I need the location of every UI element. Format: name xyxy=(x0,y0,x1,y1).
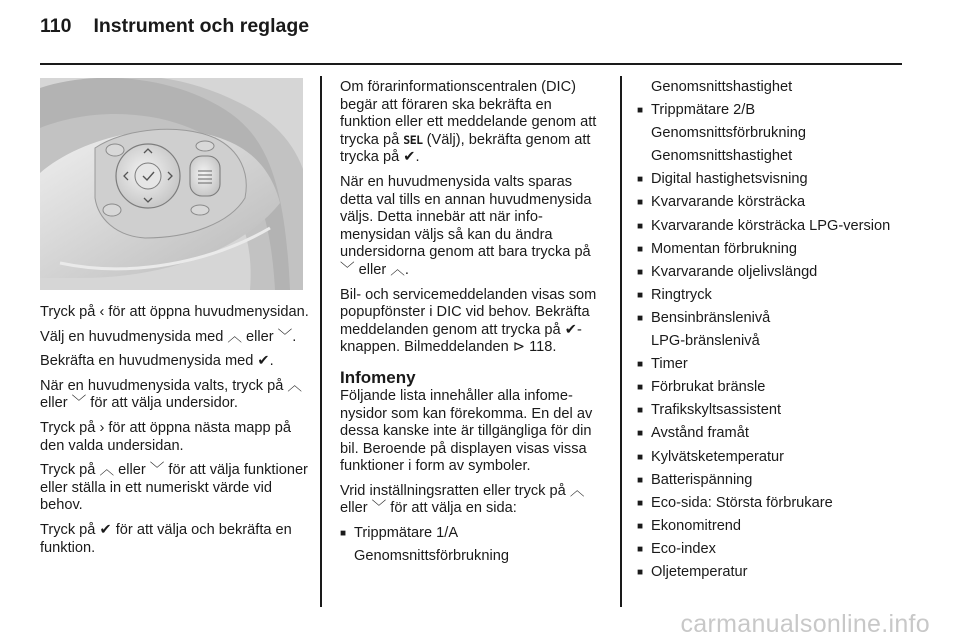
text-run: Om förarinformationscentralen (DIC) begär att föraren ska bekräfta en funktion eller ett meddelande genom att trycka på xyxy=(340,79,597,148)
paragraph: Tryck på ✔ för att välja och bekräfta en funktion. xyxy=(40,521,292,556)
paragraph: När en huvudmenysida valts, tryck på ︿ eller ﹀ för att välja undersidor. xyxy=(40,377,302,412)
page-title: Instrument och reglage xyxy=(93,15,310,37)
list-item xyxy=(637,495,907,513)
list-item-text: Trafikskyltsassistent xyxy=(651,402,782,419)
list-item xyxy=(637,425,907,443)
paragraph: Bil- och servicemeddelanden visas som popupfönster i DIC vid behov. Bekräfta meddelanden genom att trycka på ✔-knappen. Bilmeddelanden ⊳ 118. xyxy=(340,286,597,356)
list-item xyxy=(637,102,907,120)
bullet-icon: ■ xyxy=(637,197,644,209)
bullet-icon: ■ xyxy=(637,174,644,186)
list-item-text: Timer xyxy=(651,356,688,373)
list-item-text: Ringtryck xyxy=(651,286,712,303)
sel-symbol: SEL xyxy=(403,132,423,147)
bullet-icon: ■ xyxy=(637,520,644,532)
bullet-icon: ■ xyxy=(637,405,644,417)
list-item xyxy=(637,264,907,282)
bullet-icon: ■ xyxy=(637,566,644,578)
dpad-control xyxy=(116,144,180,208)
paragraph: När en huvudmenysida valts sparas detta val tills en annan huvudmenysida väljs. Detta innebär att när infomenysidan väljs så kan du ändra undersidorna genom att bara trycka på ﹀ eller ︿. xyxy=(340,173,592,278)
list-item-text: Genomsnittsförbrukning xyxy=(354,548,509,565)
list-item xyxy=(637,194,907,212)
list-subitem xyxy=(637,125,907,143)
list-subitem xyxy=(637,79,907,97)
bullet-icon: ■ xyxy=(637,243,644,255)
list-item-text: Eco-sida: Största förbrukare xyxy=(651,494,833,511)
text-run: (Välj), bekräfta genom att trycka på ✔. xyxy=(340,131,591,166)
list-item xyxy=(637,541,907,559)
list-subitem xyxy=(637,148,907,166)
list-item xyxy=(637,472,907,490)
paragraph: Tryck på › för att öppna nästa mapp på den valda undersidan. xyxy=(40,419,291,454)
list-item xyxy=(637,564,907,582)
bullet-icon: ■ xyxy=(340,528,347,540)
list-item-text: LPG-bränslenivå xyxy=(651,333,760,350)
paragraph: Tryck på ‹ för att öppna huvudmenysidan. xyxy=(40,304,309,320)
paragraph: Bekräfta en huvudmenysida med ✔. xyxy=(40,353,274,370)
bullet-icon: ■ xyxy=(637,289,644,301)
list-item xyxy=(637,171,907,189)
list-item-text: Genomsnittshastighet xyxy=(651,148,793,165)
steering-wheel-illustration xyxy=(40,78,303,290)
list-item-text: Genomsnittshastighet xyxy=(651,79,793,95)
volume-rocker xyxy=(190,156,220,196)
list-item xyxy=(637,310,907,328)
bullet-icon: ■ xyxy=(637,266,644,278)
list-item xyxy=(637,218,907,236)
info-page-list xyxy=(637,79,907,582)
list-item xyxy=(637,287,907,305)
bullet-icon: ■ xyxy=(637,359,644,371)
list-item-text: Momentan förbrukning xyxy=(651,240,798,257)
list-item-text: Kylvätsketemperatur xyxy=(651,448,785,465)
list-item-text: Oljetemperatur xyxy=(651,563,748,580)
bullet-icon: ■ xyxy=(637,428,644,440)
list-item-text: Ekonomitrend xyxy=(651,517,742,534)
section-heading: Infomeny xyxy=(340,367,416,387)
paragraph: Välj en huvudmenysida med ︿ eller ﹀. xyxy=(40,328,297,345)
bullet-icon: ■ xyxy=(637,312,644,324)
list-item-text: Genomsnittsförbrukning xyxy=(651,125,806,142)
bullet-icon: ■ xyxy=(637,451,644,463)
list-item xyxy=(637,379,907,397)
list-item-text: Digital hastighetsvisning xyxy=(651,171,808,188)
bullet-icon: ■ xyxy=(637,382,644,394)
list-item-text: Kvarvarande körsträcka xyxy=(651,194,806,211)
watermark: carmanualsonline.info xyxy=(680,610,930,638)
list-item-text: Avstånd framåt xyxy=(651,425,749,442)
column-divider xyxy=(620,76,622,607)
paragraph: Tryck på ︿ eller ﹀ för att välja funktioner eller ställa in ett numeriskt värde vid behov. xyxy=(40,462,308,514)
list-subitem xyxy=(637,333,907,351)
paragraph: Vrid inställningsratten eller tryck på ︿ eller ﹀ för att välja en sida: xyxy=(340,482,585,517)
list-item xyxy=(637,241,907,259)
info-page-list xyxy=(340,525,605,566)
header-rule xyxy=(40,63,902,65)
bullet-icon: ■ xyxy=(637,474,644,486)
list-item xyxy=(637,402,907,420)
column-divider xyxy=(320,76,322,607)
bullet-icon: ■ xyxy=(637,220,644,232)
column-right xyxy=(637,79,907,587)
list-item-text: Kvarvarande oljelivslängd xyxy=(651,263,818,280)
paragraph xyxy=(340,79,605,167)
list-item xyxy=(637,449,907,467)
list-item xyxy=(340,525,605,543)
list-item-text: Trippmätare 1/A xyxy=(354,525,459,542)
list-item-text: Förbrukat bränsle xyxy=(651,379,766,396)
list-item-text: Bensinbränslenivå xyxy=(651,309,771,326)
column-middle xyxy=(340,79,605,571)
bullet-icon: ■ xyxy=(637,105,644,117)
list-item xyxy=(637,518,907,536)
list-item-text: Trippmätare 2/B xyxy=(651,102,756,119)
list-item-text: Eco-index xyxy=(651,540,716,557)
page-header xyxy=(40,15,309,38)
paragraph: Följande lista innehåller alla infomenysidor som kan förekomma. En del av dessa kanske inte är tillgängliga för din bil. Beroende på displayen visas vissa funktioner i form av symboler. xyxy=(340,387,593,475)
column-left xyxy=(40,304,310,564)
list-item-text: Kvarvarande körsträcka LPG-version xyxy=(651,217,891,234)
list-subitem xyxy=(340,548,605,566)
bullet-icon: ■ xyxy=(637,543,644,555)
page-number: 110 xyxy=(40,15,72,37)
list-item xyxy=(637,356,907,374)
bullet-icon: ■ xyxy=(637,497,644,509)
list-item-text: Batterispänning xyxy=(651,471,753,488)
